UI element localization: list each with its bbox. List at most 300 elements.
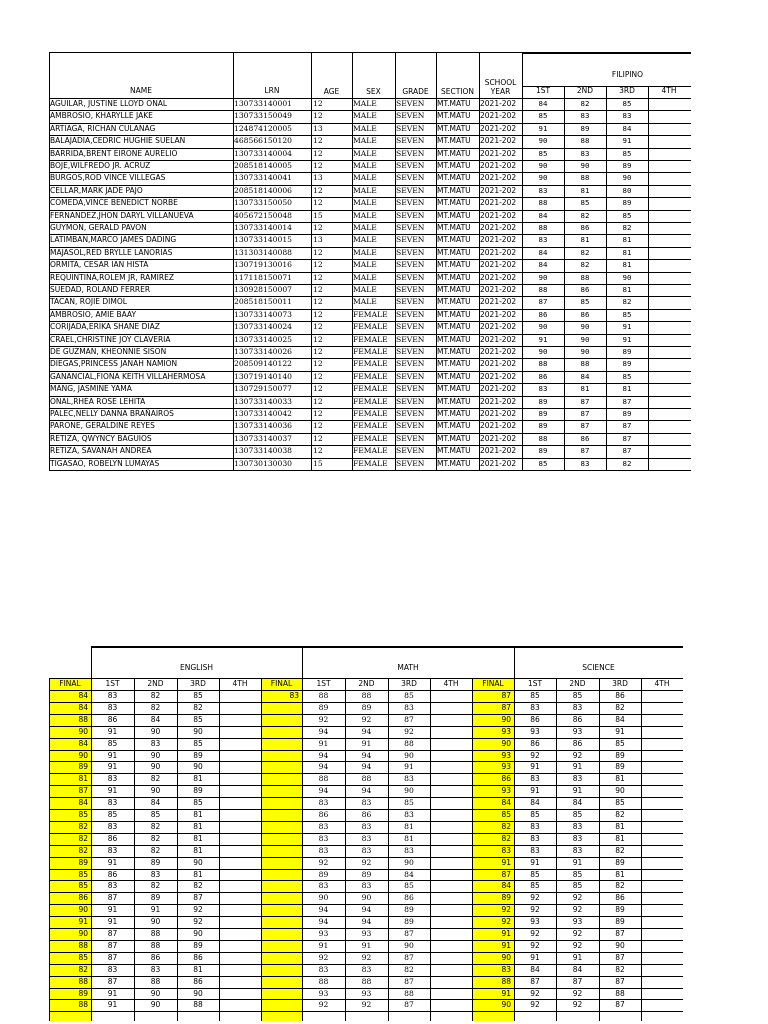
sex-cell: FEMALE: [353, 409, 388, 418]
final-grade-cell: 88: [78, 940, 88, 950]
age-cell: 12: [313, 334, 323, 344]
header-top-line: [91, 646, 683, 648]
sex-cell: FEMALE: [353, 446, 388, 456]
filipino-header: FILIPINO: [611, 70, 644, 79]
lrn-cell: 117118150071: [234, 272, 292, 282]
filipino-grade-cell: 89: [538, 446, 548, 456]
school-year-cell: 2021-202: [480, 148, 517, 158]
age-cell: 13: [313, 235, 323, 245]
section-cell: MT.MATU: [437, 185, 471, 195]
grade-cell: 83: [150, 964, 161, 974]
grade-cell: 83: [150, 738, 161, 748]
filipino-grade-cell: 88: [538, 198, 548, 208]
filipino-grade-cell: 87: [622, 433, 632, 443]
grade-cell: SEVEN: [396, 446, 425, 456]
section-cell: MT.MATU: [437, 322, 471, 332]
filipino-grade-cell: 81: [622, 285, 632, 294]
student-name-cell: DE GUZMAN, KHEONNIE SISON: [50, 347, 167, 356]
grade-cell: 87: [615, 929, 625, 938]
grade-cell: 83: [572, 845, 583, 855]
grade-cell: 84: [572, 798, 583, 808]
lrn-cell: 130719130016: [234, 260, 292, 270]
grade-cell: 93: [318, 988, 329, 998]
school-year-cell: 2021-202: [480, 458, 517, 468]
final-grade-cell: 84: [78, 798, 88, 808]
grade-cell: 94: [318, 726, 329, 736]
grade-cell: 87: [107, 940, 118, 950]
grade-cell: 93: [530, 726, 540, 736]
grade-cell: 85: [150, 810, 161, 819]
student-name-cell: GUYMON, GERALD PAVON: [50, 223, 147, 232]
filipino-grade-cell: 90: [538, 272, 548, 282]
student-name-cell: ARTIAGA, RICHAN CULANAG: [50, 123, 156, 133]
age-cell: 12: [313, 99, 323, 108]
grade-cell: 86: [107, 714, 118, 724]
grade-cell: 86: [193, 952, 203, 962]
sex-cell: MALE: [353, 272, 377, 282]
filipino-grade-cell: 84: [538, 247, 548, 257]
lrn-cell: 130733140001: [234, 99, 292, 108]
section-cell: MT.MATU: [437, 210, 471, 220]
sex-cell: MALE: [353, 260, 377, 270]
final-grade-cell: 90: [78, 929, 88, 938]
grade-cell: 86: [318, 810, 329, 819]
grade-cell: SEVEN: [396, 99, 425, 108]
final-grade-cell: 93: [501, 750, 511, 760]
grade-cell: 92: [572, 940, 583, 950]
age-header: AGE: [323, 87, 340, 96]
filipino-grade-cell: 89: [538, 409, 548, 418]
grade-cell: 84: [530, 798, 540, 808]
grade-cell: 86: [361, 810, 372, 819]
filipino-grade-cell: 81: [580, 185, 590, 195]
grade-cell: 91: [572, 762, 583, 772]
grade-cell: 90: [193, 988, 203, 998]
age-cell: 12: [313, 433, 323, 443]
english-header: ENGLISH: [180, 663, 213, 672]
grade-cell: 85: [572, 869, 583, 879]
school-year-cell: 2021-202: [480, 334, 517, 344]
lrn-cell: 405672150048: [234, 210, 292, 220]
lrn-cell: 130733140037: [234, 433, 292, 443]
filipino-grade-cell: 86: [580, 309, 590, 319]
grade-cell: 88: [361, 691, 372, 700]
grade-cell: 91: [572, 786, 583, 796]
student-name-cell: FERNANDEZ,JHON DARYL VILLANUEVA: [50, 210, 194, 220]
grade-cell: 82: [150, 691, 161, 700]
filipino-grade-cell: 85: [622, 99, 632, 108]
grade-cell: 82: [150, 702, 161, 712]
final-grade-cell: 89: [78, 988, 88, 998]
grade-cell: 90: [193, 857, 203, 867]
grade-cell: 86: [572, 738, 583, 748]
age-cell: 12: [313, 161, 323, 170]
grade-cell: 85: [193, 738, 203, 748]
filipino-grade-cell: 87: [622, 396, 632, 406]
student-name-cell: AMBROSIO, KHARYLLE JAKE: [50, 111, 153, 121]
section-cell: MT.MATU: [437, 198, 471, 208]
filipino-grade-cell: 90: [538, 347, 548, 356]
filipino-grade-cell: 82: [580, 99, 590, 108]
grade-cell: SEVEN: [396, 161, 425, 170]
sex-cell: MALE: [353, 235, 377, 245]
grade-cell: 86: [107, 833, 118, 843]
grade-cell: 92: [572, 893, 583, 903]
grade-cell: 91: [107, 762, 118, 772]
section-cell: MT.MATU: [437, 384, 471, 394]
grade-cell: SEVEN: [396, 285, 425, 294]
grade-cell: 83: [530, 702, 540, 712]
filipino-grade-cell: 83: [580, 148, 590, 158]
final-grade-cell: 88: [78, 976, 88, 986]
filipino-grade-cell: 90: [580, 322, 590, 332]
filipino-grade-cell: 87: [538, 297, 548, 307]
section-cell: MT.MATU: [437, 421, 471, 431]
school-year-cell: 2021-202: [480, 285, 517, 294]
grade-cell: 92: [193, 905, 203, 915]
filipino-grade-cell: 83: [538, 185, 548, 195]
final-grade-cell: 93: [501, 762, 511, 772]
section-cell: MT.MATU: [437, 409, 471, 418]
sex-cell: FEMALE: [353, 396, 388, 406]
lrn-cell: 130733140073: [234, 309, 292, 319]
final-header: FINAL: [270, 679, 293, 688]
age-cell: 12: [313, 148, 323, 158]
age-cell: 12: [313, 371, 323, 381]
grade-cell: 86: [615, 893, 625, 903]
grade-cell: 92: [530, 905, 540, 915]
final-grade-cell: 84: [78, 702, 88, 712]
grade-cell: 88: [318, 774, 329, 784]
col-divider: [261, 678, 262, 1021]
grade-cell: 90: [404, 940, 414, 950]
filipino-grade-cell: 90: [580, 334, 590, 344]
grade-cell: 83: [107, 881, 118, 891]
grade-cell: SEVEN: [396, 148, 425, 158]
section-cell: MT.MATU: [437, 247, 471, 257]
grade-cell: 91: [530, 857, 540, 867]
age-cell: 12: [313, 223, 323, 232]
final-grade-cell: 82: [78, 964, 88, 974]
student-info-filipino-table: [49, 52, 691, 470]
grade-cell: 86: [404, 893, 414, 903]
filipino-grade-cell: 86: [538, 309, 548, 319]
final-grade-cell: 86: [501, 774, 511, 784]
grade-cell: 91: [530, 762, 540, 772]
grade-cell: 85: [107, 810, 118, 819]
filipino-grade-cell: 87: [580, 446, 590, 456]
grade-cell: SEVEN: [396, 421, 425, 431]
lrn-cell: 130730130030: [234, 458, 292, 468]
age-cell: 13: [313, 123, 323, 133]
age-cell: 12: [313, 247, 323, 257]
sex-cell: MALE: [353, 148, 377, 158]
filipino-quarter-header: 4TH: [661, 86, 677, 95]
age-cell: 12: [313, 309, 323, 319]
final-grade-cell: 89: [78, 762, 88, 772]
age-cell: 12: [313, 260, 323, 270]
filipino-grade-cell: 83: [622, 111, 632, 121]
grade-cell: 92: [530, 988, 540, 998]
filipino-grade-cell: 85: [580, 297, 590, 307]
school-year-cell: 2021-202: [480, 223, 517, 232]
school-year-cell: 2021-202: [480, 421, 517, 431]
final-grade-cell: 91: [501, 929, 511, 938]
final-grade-cell: 83: [501, 845, 511, 855]
grade-cell: 91: [361, 738, 372, 748]
filipino-grade-cell: 82: [622, 223, 632, 232]
grade-cell: 83: [404, 845, 414, 855]
final-grade-cell: 92: [501, 905, 511, 915]
lrn-cell: 130733140024: [234, 322, 292, 332]
section-cell: MT.MATU: [437, 359, 471, 369]
grade-cell: 88: [318, 976, 329, 986]
final-grade-cell: 86: [78, 893, 88, 903]
grade-cell: 91: [107, 1000, 118, 1010]
sex-cell: MALE: [353, 285, 377, 294]
filipino-grade-cell: 85: [580, 198, 590, 208]
grade-cell: 90: [615, 940, 625, 950]
final-grade-cell: 91: [78, 917, 88, 927]
quarter-header: 1ST: [316, 679, 331, 688]
sex-cell: FEMALE: [353, 359, 388, 369]
filipino-grade-cell: 89: [538, 396, 548, 406]
section-cell: MT.MATU: [437, 297, 471, 307]
section-cell: MT.MATU: [437, 433, 471, 443]
grade-cell: 85: [615, 798, 625, 808]
grade-cell: 92: [530, 940, 540, 950]
grade-cell: 81: [193, 810, 203, 819]
grade-cell: 82: [193, 881, 203, 891]
filipino-grade-cell: 88: [538, 359, 548, 369]
grade-cell: SEVEN: [396, 322, 425, 332]
grade-cell: 91: [107, 905, 118, 915]
grade-cell: SEVEN: [396, 111, 425, 121]
filipino-grade-cell: 88: [580, 136, 590, 146]
grade-cell: 94: [318, 917, 329, 927]
grade-cell: 83: [318, 881, 329, 891]
grade-cell: 90: [193, 726, 203, 736]
grade-cell: 94: [318, 905, 329, 915]
age-cell: 12: [313, 285, 323, 294]
age-cell: 13: [313, 173, 323, 183]
grade-cell: SEVEN: [396, 458, 425, 468]
grade-cell: SEVEN: [396, 260, 425, 270]
grade-cell: SEVEN: [396, 136, 425, 146]
grade-cell: 91: [615, 726, 625, 736]
grade-cell: 82: [615, 810, 625, 819]
age-cell: 12: [313, 384, 323, 394]
grade-cell: 87: [404, 952, 414, 962]
grade-cell: 81: [193, 869, 203, 879]
lrn-cell: 130733140038: [234, 446, 292, 456]
filipino-grade-cell: 89: [622, 198, 632, 208]
grade-cell: SEVEN: [396, 309, 425, 319]
grade-cell: 85: [530, 881, 540, 891]
grade-cell: SEVEN: [396, 297, 425, 307]
grade-cell: 83: [572, 821, 583, 831]
student-name-cell: ORMITA, CESAR IAN HISTA: [50, 260, 149, 270]
grade-cell: 83: [572, 774, 583, 784]
grade-cell: 83: [572, 702, 583, 712]
grade-cell: 87: [404, 714, 414, 724]
section-cell: MT.MATU: [437, 99, 471, 108]
grade-cell: 83: [318, 798, 329, 808]
grade-cell: 81: [615, 821, 625, 831]
grade-cell: 92: [404, 726, 414, 736]
grade-cell: SEVEN: [396, 123, 425, 133]
final-grade-cell: 85: [78, 881, 88, 891]
filipino-quarter-header: 1ST: [535, 86, 551, 95]
school-year-header-line2: YEAR: [490, 87, 511, 96]
grade-cell: 86: [150, 952, 161, 962]
filipino-grade-cell: 91: [622, 322, 632, 332]
col-divider: [641, 678, 642, 1021]
section-cell: MT.MATU: [437, 148, 471, 158]
school-year-cell: 2021-202: [480, 185, 517, 195]
student-name-cell: RETIZA, QWYNCY BAGUIOS: [50, 433, 152, 443]
grade-cell: 92: [318, 714, 329, 724]
grade-cell: 87: [572, 976, 583, 986]
filipino-grade-cell: 83: [538, 235, 548, 245]
final-grade-cell: 87: [501, 691, 511, 700]
grade-cell: 81: [193, 964, 203, 974]
grade-cell: 88: [318, 691, 329, 700]
section-cell: MT.MATU: [437, 309, 471, 319]
grade-cell: 83: [530, 833, 540, 843]
grade-cell: 85: [615, 738, 625, 748]
filipino-grade-cell: 85: [622, 309, 632, 319]
grade-cell: 85: [530, 810, 540, 819]
school-year-cell: 2021-202: [480, 161, 517, 170]
quarter-header: 2ND: [569, 679, 586, 688]
grade-cell: 82: [150, 774, 161, 784]
final-grade-cell: 90: [78, 726, 88, 736]
filipino-grade-cell: 91: [622, 334, 632, 344]
grade-cell: 81: [193, 821, 203, 831]
grade-cell: SEVEN: [396, 371, 425, 381]
filipino-grade-cell: 88: [580, 272, 590, 282]
sex-cell: MALE: [353, 99, 377, 108]
filipino-grade-cell: 90: [538, 322, 548, 332]
grade-cell: 89: [150, 857, 161, 867]
grade-cell: 92: [572, 929, 583, 938]
grade-cell: 83: [361, 798, 372, 808]
grade-cell: 81: [615, 833, 625, 843]
lrn-cell: 208509140122: [234, 359, 292, 369]
col-divider: [648, 86, 649, 470]
sex-cell: FEMALE: [353, 421, 388, 431]
student-name-cell: DIEGAS,PRINCESS JANAH NAMION: [50, 359, 178, 369]
final-grade-cell: 88: [78, 1000, 88, 1010]
grade-cell: 86: [530, 738, 540, 748]
grade-cell: 85: [530, 691, 540, 700]
grade-cell: 92: [530, 929, 540, 938]
grade-cell: 83: [107, 798, 118, 808]
grade-cell: 84: [615, 714, 625, 724]
age-cell: 12: [313, 421, 323, 431]
grade-cell: 94: [361, 786, 372, 796]
grade-cell: 84: [404, 869, 414, 879]
lrn-cell: 208518150011: [234, 297, 292, 307]
lrn-cell: 208518140005: [234, 161, 292, 170]
sex-cell: MALE: [353, 210, 377, 220]
filipino-grade-cell: 83: [580, 458, 590, 468]
filipino-grade-cell: 91: [538, 334, 548, 344]
section-cell: MT.MATU: [437, 161, 471, 170]
school-year-cell: 2021-202: [480, 396, 517, 406]
filipino-grade-cell: 87: [580, 421, 590, 431]
grade-cell: 88: [150, 976, 161, 986]
grade-cell: 85: [193, 798, 203, 808]
final-grade-cell: 91: [501, 940, 511, 950]
grade-cell: 88: [361, 976, 372, 986]
name-header: NAME: [130, 86, 152, 95]
grade-cell: 85: [193, 714, 203, 724]
final-grade-cell: 87: [501, 869, 511, 879]
grade-cell: 83: [404, 810, 414, 819]
grade-cell: 94: [361, 762, 372, 772]
filipino-grade-cell: 85: [622, 148, 632, 158]
sex-cell: FEMALE: [353, 309, 388, 319]
grade-cell: 83: [107, 774, 118, 784]
grade-cell: 90: [150, 1000, 161, 1010]
grade-cell: 89: [361, 869, 372, 879]
grade-cell: SEVEN: [396, 185, 425, 195]
lrn-cell: 130733140004: [234, 148, 292, 158]
grade-cell: 91: [318, 738, 329, 748]
student-name-cell: MANG, JASMINE YAMA: [50, 384, 132, 394]
grade-cell: 86: [193, 976, 203, 986]
grade-cell: 87: [404, 1000, 414, 1010]
grade-cell: 92: [318, 1000, 329, 1010]
grade-cell: 88: [404, 738, 414, 748]
age-cell: 12: [313, 111, 323, 121]
grade-cell: 87: [530, 976, 540, 986]
grade-cell: 90: [404, 786, 414, 796]
quarter-header: 1ST: [105, 679, 120, 688]
grade-cell: 83: [107, 702, 118, 712]
filipino-grade-cell: 90: [622, 173, 632, 183]
grade-cell: 84: [150, 798, 161, 808]
grade-cell: 92: [572, 1000, 583, 1010]
grade-cell: 91: [107, 857, 118, 867]
grade-cell: SEVEN: [396, 384, 425, 394]
sex-cell: MALE: [353, 111, 377, 121]
student-name-cell: ONAL,RHEA ROSE LEHITA: [50, 396, 146, 406]
school-year-cell: 2021-202: [480, 409, 517, 418]
sex-cell: MALE: [353, 247, 377, 257]
school-year-cell: 2021-202: [480, 384, 517, 394]
student-name-cell: BALAJADIA,CEDRIC HUGHIE SUELAN: [50, 136, 186, 146]
filipino-grade-cell: 82: [580, 247, 590, 257]
sex-cell: MALE: [353, 185, 377, 195]
quarter-header: 4TH: [232, 679, 248, 688]
col-divider: [430, 678, 431, 1021]
grade-cell: 91: [404, 762, 414, 772]
grade-cell: 87: [107, 929, 118, 938]
grade-cell: 89: [615, 762, 625, 772]
grade-cell: 92: [318, 857, 329, 867]
sex-cell: FEMALE: [353, 322, 388, 332]
final-header: FINAL: [482, 679, 504, 688]
grade-cell: SEVEN: [396, 347, 425, 356]
grade-cell: 92: [193, 917, 203, 927]
filipino-grade-cell: 85: [538, 111, 548, 121]
filipino-grade-cell: 83: [538, 384, 548, 394]
school-year-cell: 2021-202: [480, 433, 517, 443]
filipino-grade-cell: 84: [538, 260, 548, 270]
